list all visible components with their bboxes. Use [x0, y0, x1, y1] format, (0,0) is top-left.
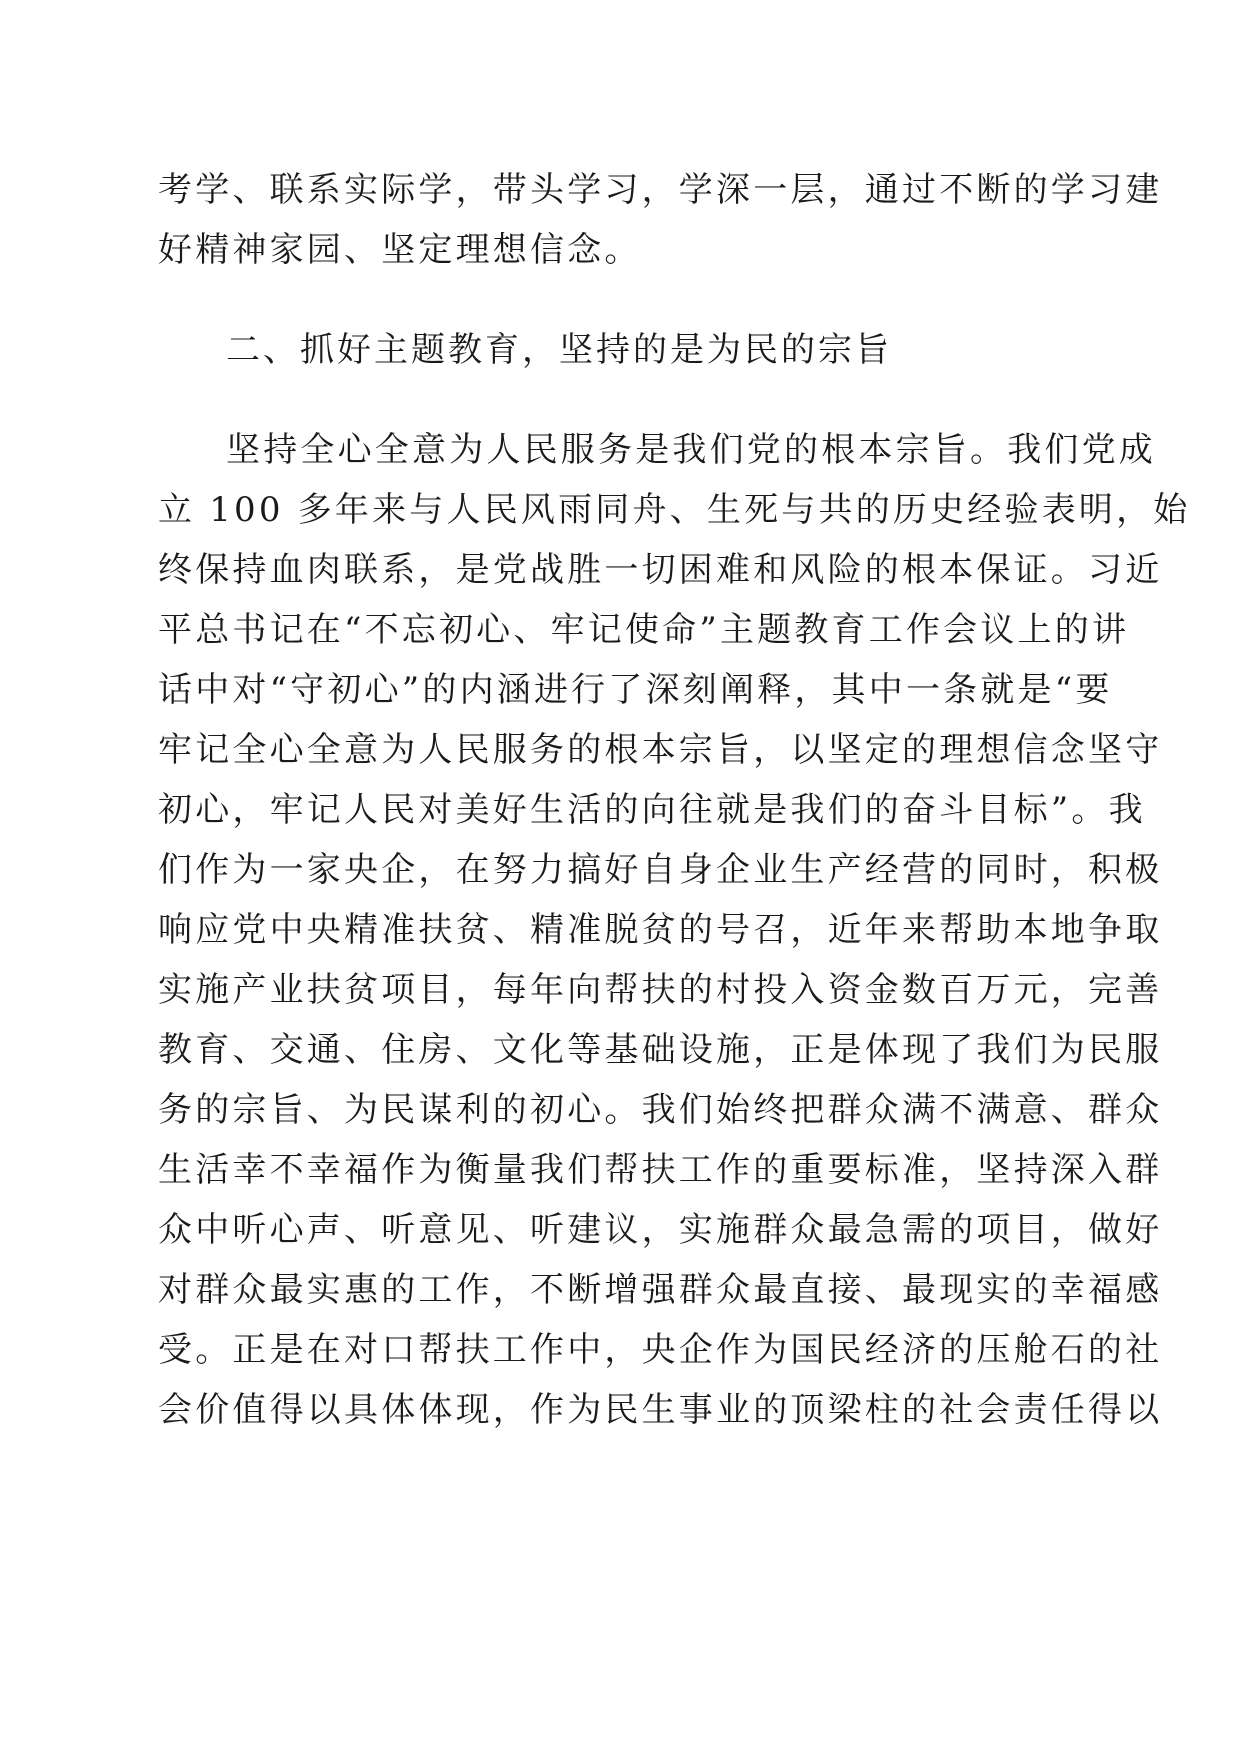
- paragraph-line: 好精神家园、坚定理想信念。: [158, 230, 642, 270]
- section-heading: 二、抓好主题教育，坚持的是为民的宗旨: [226, 330, 892, 370]
- paragraph-line: 初心，牢记人民对美好生活的向往就是我们的奋斗目标”。我: [158, 790, 1146, 830]
- paragraph-line: 平总书记在“不忘初心、牢记使命”主题教育工作会议上的讲: [158, 610, 1130, 650]
- paragraph-line: 终保持血肉联系，是党战胜一切困难和风险的根本保证。习近: [158, 550, 1163, 590]
- paragraph-line: 对群众最实惠的工作，不断增强群众最直接、最现实的幸福感: [158, 1270, 1163, 1310]
- paragraph-line: 教育、交通、住房、文化等基础设施，正是体现了我们为民服: [158, 1030, 1163, 1070]
- paragraph-line: 生活幸不幸福作为衡量我们帮扶工作的重要标准，坚持深入群: [158, 1150, 1163, 1190]
- paragraph-line: 会价值得以具体体现，作为民生事业的顶梁柱的社会责任得以: [158, 1390, 1163, 1430]
- paragraph-line: 话中对“守初心”的内涵进行了深刻阐释，其中一条就是“要: [158, 670, 1113, 710]
- paragraph-line: 们作为一家央企，在努力搞好自身企业生产经营的同时，积极: [158, 850, 1163, 890]
- paragraph-line: 考学、联系实际学，带头学习，学深一层，通过不断的学习建: [158, 170, 1163, 210]
- paragraph-line: 坚持全心全意为人民服务是我们党的根本宗旨。我们党成: [226, 430, 1156, 470]
- paragraph-line: 实施产业扶贫项目，每年向帮扶的村投入资金数百万元，完善: [158, 970, 1163, 1010]
- paragraph-line: 受。正是在对口帮扶工作中，央企作为国民经济的压舱石的社: [158, 1330, 1163, 1370]
- paragraph-line: 务的宗旨、为民谋利的初心。我们始终把群众满不满意、群众: [158, 1090, 1163, 1130]
- paragraph-line: 立 100 多年来与人民风雨同舟、生死与共的历史经验表明，始: [158, 490, 1191, 530]
- paragraph-line: 响应党中央精准扶贫、精准脱贫的号召，近年来帮助本地争取: [158, 910, 1163, 950]
- paragraph-line: 众中听心声、听意见、听建议，实施群众最急需的项目，做好: [158, 1210, 1163, 1250]
- paragraph-line: 牢记全心全意为人民服务的根本宗旨，以坚定的理想信念坚守: [158, 730, 1163, 770]
